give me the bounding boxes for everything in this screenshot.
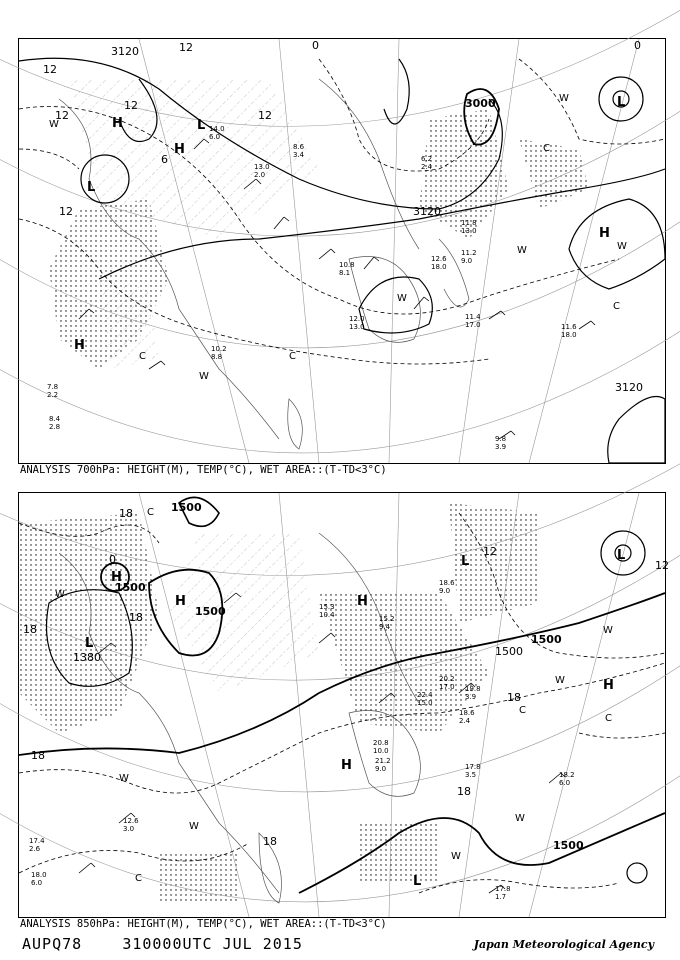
temp-label: 6 (161, 153, 168, 166)
station-temp: 20.2 (439, 675, 455, 683)
temp-label: 12 (179, 41, 193, 54)
height-label: 1500 (553, 839, 584, 852)
station-temp: 17.8 (465, 763, 481, 771)
cold-marker: C (519, 705, 526, 716)
station-temp: 18.6 (439, 579, 455, 587)
product-code: AUPQ78 (22, 935, 83, 953)
high-center: H (357, 594, 368, 609)
cold-marker: C (289, 351, 296, 362)
station-dew: 18.0 (561, 331, 577, 339)
cold-marker: C (135, 873, 142, 884)
height-label: 3120 (413, 205, 441, 218)
station-temp: 11.4 (465, 313, 481, 321)
temp-label: 18 (31, 749, 45, 762)
temp-label: 18 (507, 691, 521, 704)
warm-marker: W (49, 119, 59, 130)
station-temp: 17.4 (29, 837, 45, 845)
station-dew: 2.8 (49, 423, 61, 431)
warm-marker: W (603, 625, 613, 636)
station-temp: 18.0 (31, 871, 47, 879)
station-temp: 15.3 (319, 603, 335, 611)
station-dew: 13.0 (461, 227, 477, 235)
height-label: 1500 (495, 645, 523, 658)
station-temp: 19.8 (465, 685, 481, 693)
station-dew: 10.0 (373, 747, 389, 755)
warm-marker: W (451, 851, 461, 862)
wet-area-700 (49, 79, 589, 369)
station-dew: 3.9 (465, 693, 477, 701)
height-label: 1500 (531, 633, 562, 646)
high-center: H (603, 678, 614, 693)
height-label: 1500 (115, 581, 146, 594)
station-temp: 10.8 (339, 261, 355, 269)
map-700hpa-canvas (19, 39, 665, 463)
temp-label: 12 (655, 559, 669, 572)
station-temp: 21.2 (375, 757, 391, 765)
height-label: 3120 (111, 45, 139, 58)
high-center: H (599, 226, 610, 241)
temp-label: 12 (258, 109, 272, 122)
station-temp: 15.2 (379, 615, 395, 623)
station-temp: 18.2 (559, 771, 575, 779)
low-center: L (85, 636, 94, 651)
temp-label: 18 (129, 611, 143, 624)
station-dew: 18.0 (431, 263, 447, 271)
station-temp: 10.2 (211, 345, 227, 353)
temp-label: 12 (59, 205, 73, 218)
station-temp: 8.6 (293, 143, 305, 151)
station-dew: 6.0 (559, 779, 571, 787)
station-dew: 2.2 (47, 391, 59, 399)
station-dew: 10.4 (319, 611, 335, 619)
temp-label: 18 (119, 507, 133, 520)
high-center: H (111, 570, 122, 585)
map-850hpa-canvas (19, 493, 669, 917)
cold-marker: C (139, 351, 146, 362)
product-code-line (22, 935, 303, 953)
station-temp: 8.4 (49, 415, 61, 423)
station-temp: 14.0 (209, 125, 225, 133)
caption-850hpa: ANALYSIS 850hPa: HEIGHT(M), TEMP(°C), WET AREA::(T-TD<3°C) (20, 918, 387, 930)
cold-marker: C (613, 301, 620, 312)
station-dew: 1.7 (495, 893, 507, 901)
station-dew: 2.6 (29, 845, 41, 853)
station-temp: 7.8 (47, 383, 59, 391)
station-dew: 2.4 (459, 717, 471, 725)
cold-marker: C (543, 143, 550, 154)
height-label: 1380 (73, 651, 101, 664)
station-dew: 8.1 (339, 269, 351, 277)
station-temp: 6.2 (421, 155, 433, 163)
station-dew: 9.4 (379, 623, 391, 631)
high-center: H (112, 116, 123, 131)
warm-marker: W (199, 371, 209, 382)
caption-700hpa: ANALYSIS 700hPa: HEIGHT(M), TEMP(°C), WET AREA::(T-TD<3°C) (20, 464, 387, 476)
station-dew: 13.0 (349, 323, 365, 331)
low-center: L (617, 95, 626, 110)
temp-label: 18 (263, 835, 277, 848)
high-center: H (341, 758, 352, 773)
station-temp: 22.4 (417, 691, 433, 699)
temp-label: 12 (124, 99, 138, 112)
low-center: L (413, 874, 422, 889)
station-temp: 17.8 (495, 885, 511, 893)
station-dew: 6.0 (209, 133, 221, 141)
station-dew: 6.0 (31, 879, 43, 887)
cold-marker: C (605, 713, 612, 724)
station-dew: 17.0 (439, 683, 455, 691)
high-center: H (74, 338, 85, 353)
station-temp: 12.6 (431, 255, 447, 263)
warm-marker: W (517, 245, 527, 256)
warm-marker: W (189, 821, 199, 832)
station-temp: 11.2 (461, 249, 477, 257)
temp-label: 18 (23, 623, 37, 636)
station-dew: 17.0 (465, 321, 481, 329)
height-label: 1500 (171, 501, 202, 514)
station-temp: 9.8 (495, 435, 507, 443)
station-temp: 11.8 (461, 219, 477, 227)
station-dew: 8.8 (211, 353, 223, 361)
station-temp: 11.6 (561, 323, 577, 331)
height-label: 3000 (465, 97, 496, 110)
warm-marker: W (559, 93, 569, 104)
station-temp: 12.0 (349, 315, 365, 323)
station-temp: 20.8 (373, 739, 389, 747)
warm-marker: W (55, 589, 65, 600)
temp-label: 12 (483, 545, 497, 558)
height-label: 3120 (615, 381, 643, 394)
station-dew: 9.0 (375, 765, 387, 773)
low-center: L (617, 548, 626, 563)
temp-label: 12 (43, 63, 57, 76)
high-center: H (174, 142, 185, 157)
station-dew: 3.4 (293, 151, 305, 159)
temp-label: 0 (312, 39, 319, 52)
station-dew: 9.0 (461, 257, 473, 265)
temp-label: 18 (457, 785, 471, 798)
warm-marker: W (119, 773, 129, 784)
station-temp: 12.6 (123, 817, 139, 825)
station-dew: 3.5 (465, 771, 477, 779)
height-label: 1500 (195, 605, 226, 618)
station-dew: 9.0 (439, 587, 451, 595)
station-dew: 2.0 (254, 171, 266, 179)
high-center: H (175, 594, 186, 609)
map-panel-850hpa (18, 492, 669, 918)
warm-marker: W (515, 813, 525, 824)
station-dew: 2.4 (421, 163, 433, 171)
agency-credit: Japan Meteorological Agency (473, 938, 654, 951)
station-temp: 13.0 (254, 163, 270, 171)
temp-label: 0 (634, 39, 641, 52)
map-panel-700hpa (18, 38, 666, 464)
station-dew: 3.0 (123, 825, 135, 833)
station-dew: 3.9 (495, 443, 507, 451)
station-temp: 18.6 (459, 709, 475, 717)
cold-marker: C (147, 507, 154, 518)
wind-barbs-850 (79, 593, 565, 893)
station-dew: 15.0 (417, 699, 433, 707)
warm-marker: W (555, 675, 565, 686)
temp-label: 0 (109, 553, 116, 566)
valid-time: 310000UTC JUL 2015 (122, 935, 303, 953)
low-center: L (461, 554, 470, 569)
low-center: L (87, 180, 96, 195)
temp-label: 12 (55, 109, 69, 122)
warm-marker: W (617, 241, 627, 252)
low-center: L (197, 118, 206, 133)
warm-marker: W (397, 293, 407, 304)
